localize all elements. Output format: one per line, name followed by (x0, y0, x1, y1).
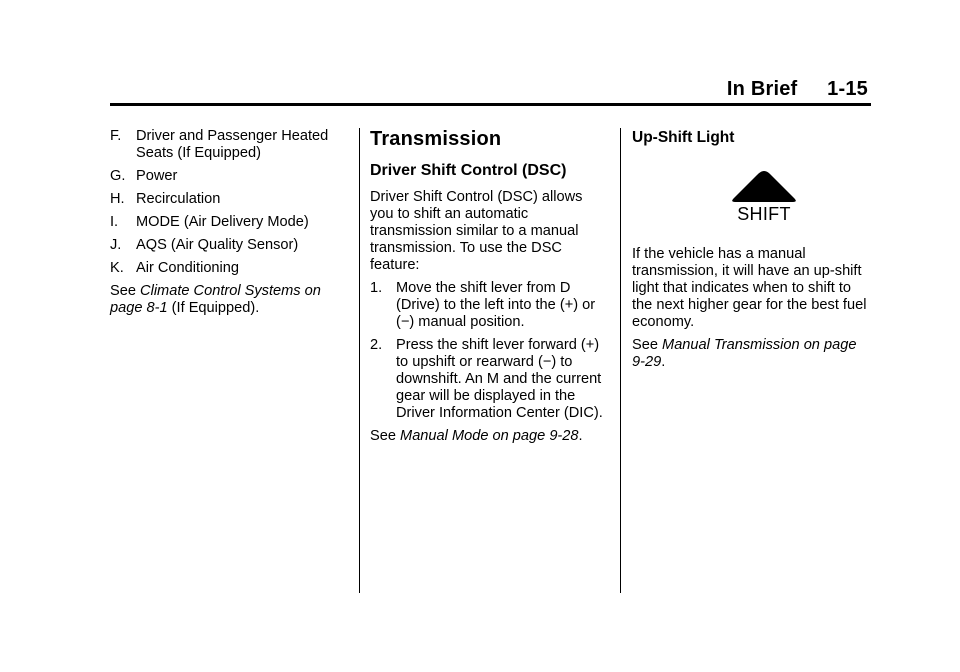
column-2 (370, 127, 610, 451)
list-item-text: Power (136, 168, 178, 184)
intro-paragraph: Driver Shift Control (DSC) allows you to shift an automatic transmission similar to a manual transmission. To use the DSC feature: (370, 189, 583, 273)
cross-reference-link[interactable]: Manual Transmission on page 9-29 (632, 337, 857, 370)
list-item-label: G. (110, 168, 126, 184)
step-number: 1. (370, 280, 383, 296)
list-item-text: MODE (Air Delivery Mode) (136, 214, 309, 230)
header-rule (110, 103, 871, 106)
see-reference (110, 283, 338, 317)
page-header (727, 78, 868, 101)
step-number: 2. (370, 337, 383, 353)
step-text: Move the shift lever from D (Drive) to the left into the (+) or (−) manual position. (396, 280, 596, 330)
see-prefix: See (370, 428, 401, 444)
list-item (110, 128, 338, 162)
list-item-label: J. (110, 237, 122, 253)
up-arrow-triangle-icon (731, 170, 797, 203)
column-divider-2 (620, 128, 621, 593)
subsection-heading: Up-Shift Light (632, 129, 735, 146)
column-3 (632, 128, 870, 377)
list-item-label: K. (110, 260, 124, 276)
column-1 (110, 128, 338, 323)
list-item (110, 214, 338, 231)
list-item-text: Air Conditioning (136, 260, 240, 276)
cross-reference-link[interactable]: Climate Control Systems on page 8-1 (110, 283, 321, 316)
header-page-number: 1-15 (827, 78, 868, 100)
list-item-text: AQS (Air Quality Sensor) (136, 237, 299, 253)
step-item (370, 337, 610, 422)
shift-indicator-label: SHIFT (737, 204, 791, 224)
see-reference (370, 428, 610, 445)
list-item (110, 191, 338, 208)
see-reference (632, 337, 870, 371)
list-item (110, 237, 338, 254)
step-text: Press the shift lever forward (+) to upshift or rearward (−) to downshift. An M and the current gear will be displayed in the Driver Information Center (DIC). (396, 337, 603, 421)
see-prefix: See (632, 337, 663, 353)
list-item-label: H. (110, 191, 125, 207)
see-prefix: See (110, 283, 141, 299)
see-suffix: (If Equipped). (167, 300, 260, 316)
list-item-label: F. (110, 128, 122, 144)
list-item (110, 168, 338, 185)
subsection-heading: Driver Shift Control (DSC) (370, 162, 567, 179)
body-paragraph: If the vehicle has a manual transmission, it will have an up-shift light that indicates when to shift to the next higher gear for the best fuel economy. (632, 246, 867, 330)
see-suffix: . (661, 354, 666, 370)
see-suffix: . (578, 428, 583, 444)
list-item-text: Driver and Passenger Heated Seats (If Equipped) (136, 128, 329, 161)
header-section-title: In Brief (726, 78, 798, 100)
upshift-light-graphic (716, 170, 812, 224)
list-item-text: Recirculation (136, 191, 221, 207)
step-item (370, 280, 610, 331)
list-item (110, 260, 338, 277)
cross-reference-link[interactable]: Manual Mode on page 9-28 (400, 428, 579, 444)
column-divider-1 (359, 128, 360, 593)
section-heading: Transmission (370, 128, 502, 150)
list-item-label: I. (110, 214, 119, 230)
